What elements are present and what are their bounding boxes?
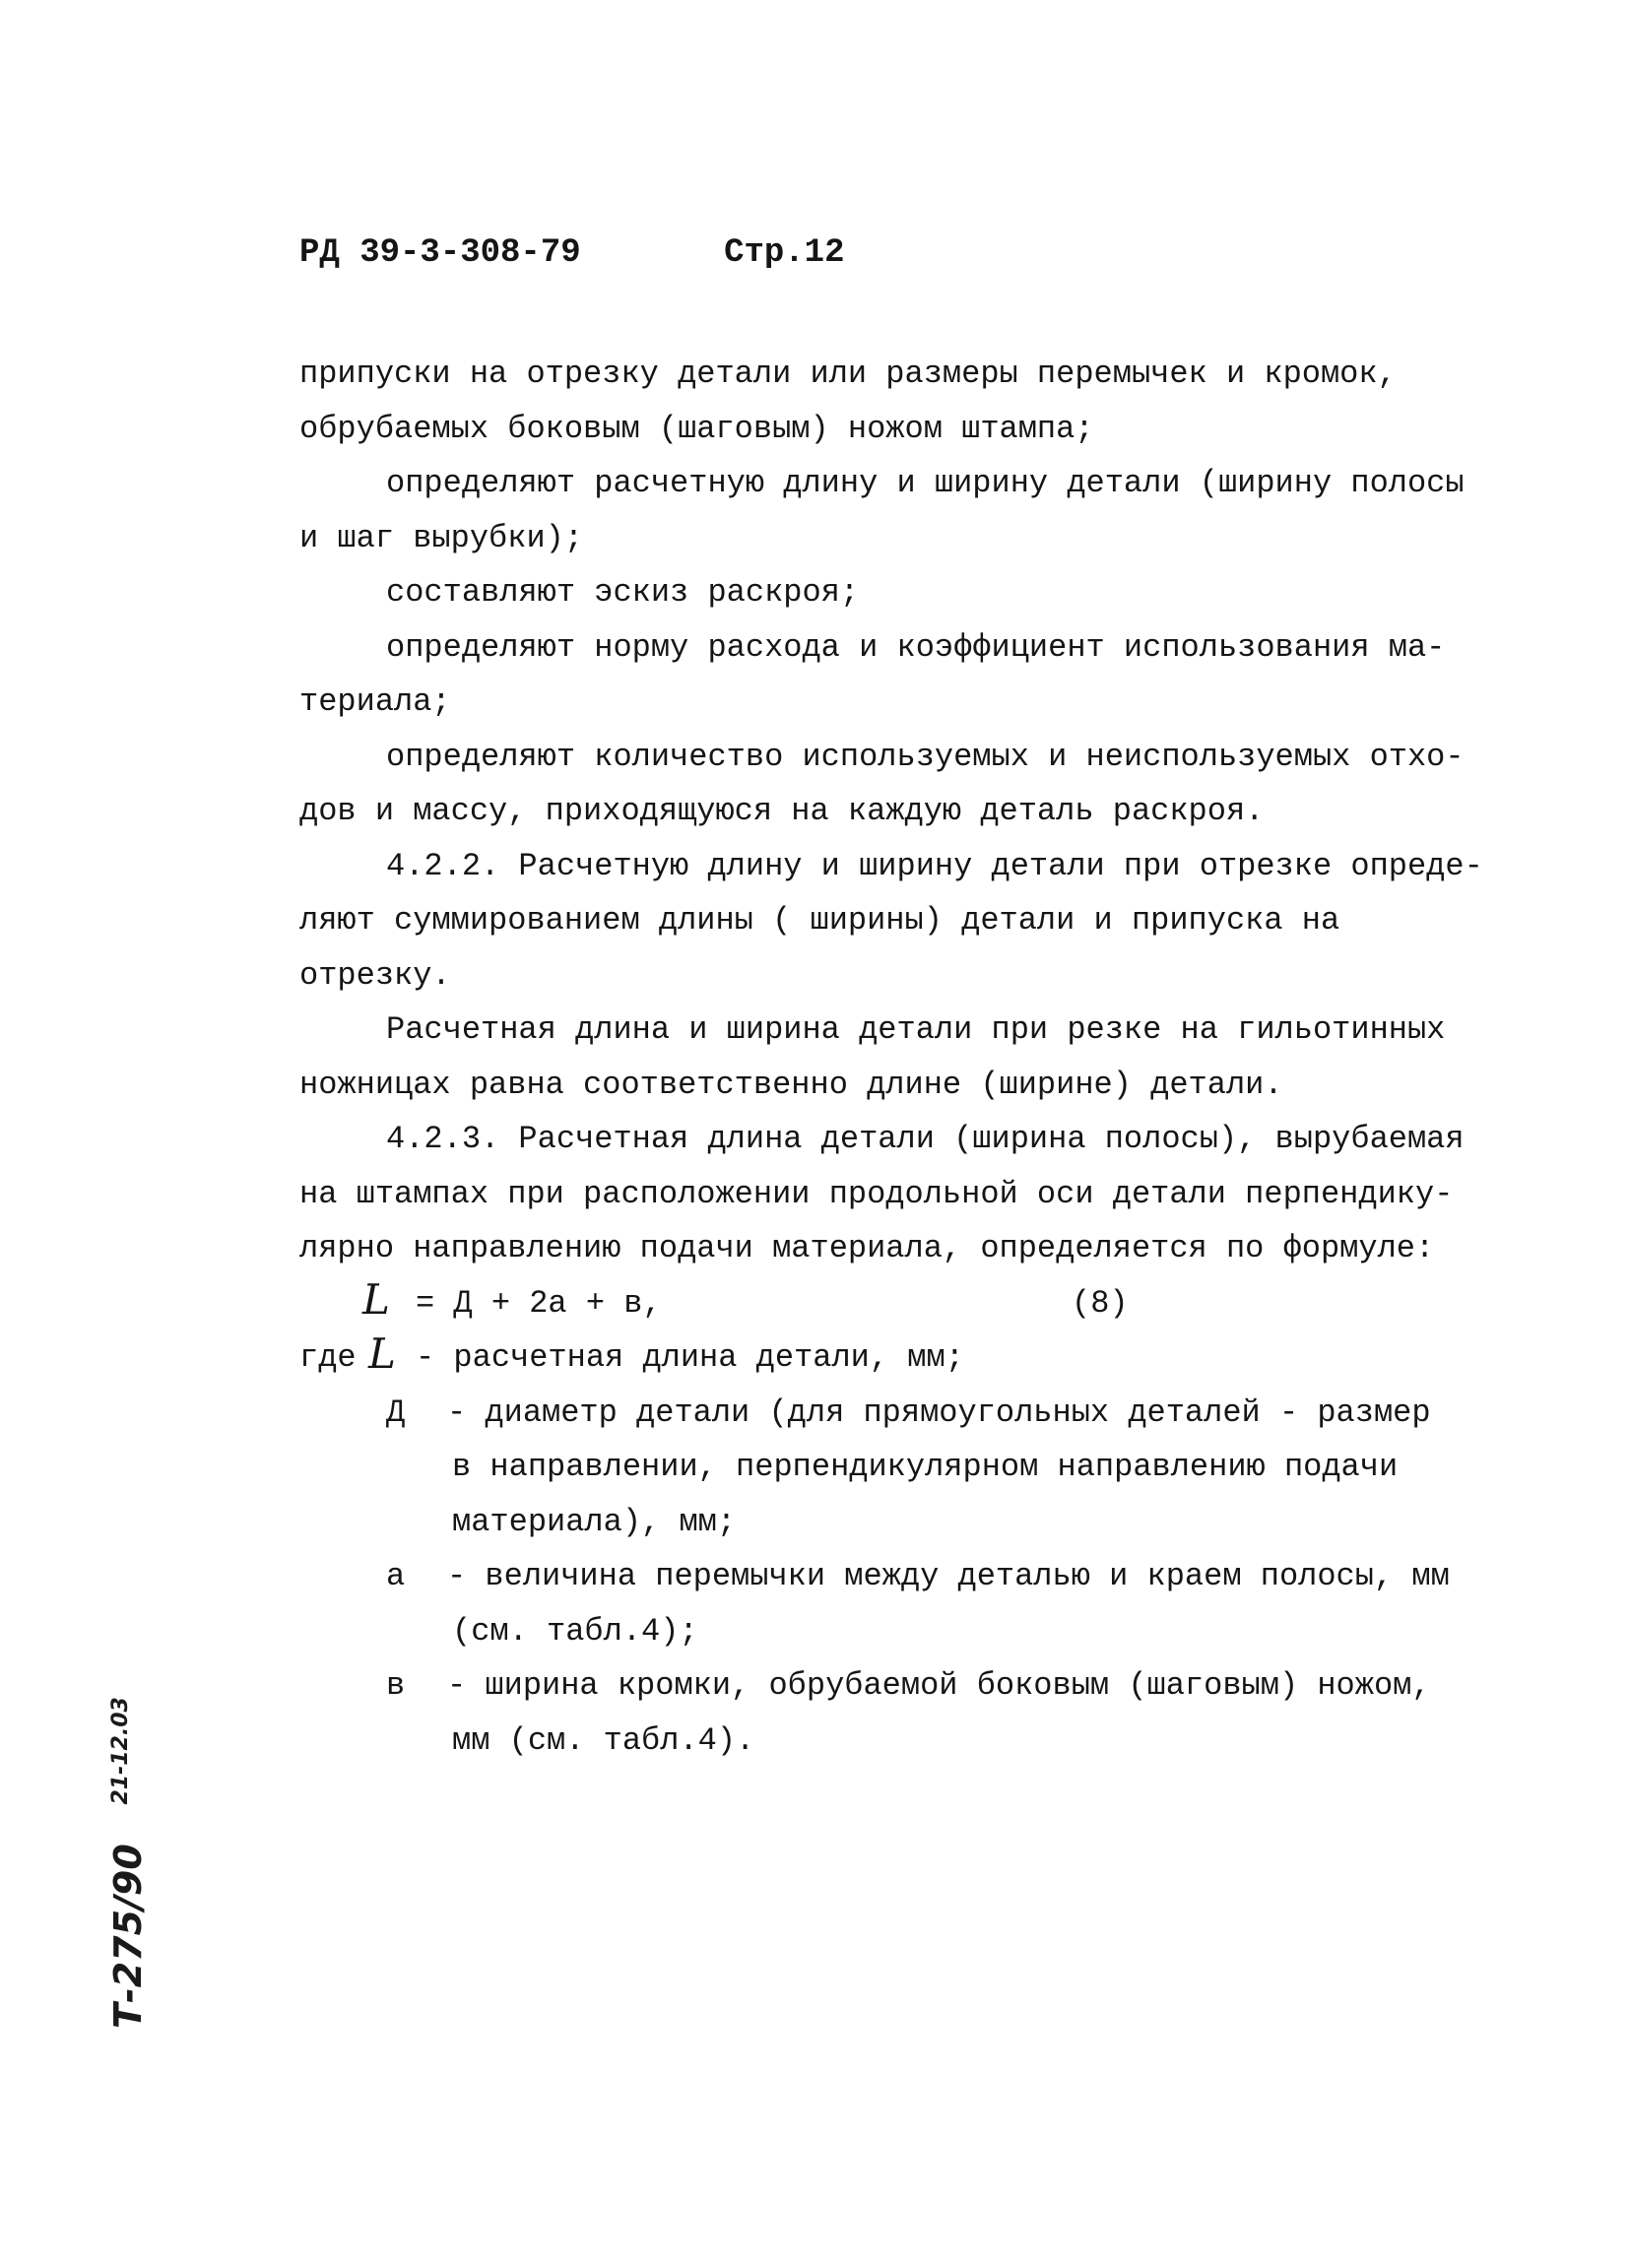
text-line: Расчетная длина и ширина детали при резке на гильотинных: [386, 1011, 1446, 1048]
stamp-date: 21-12.03: [108, 1697, 133, 1805]
definition-continuation: материала), мм;: [452, 1503, 737, 1540]
handwritten-inventory-stamp: [106, 1697, 150, 2029]
definition-symbol: Д: [386, 1393, 406, 1431]
page-header: [299, 234, 844, 272]
definition-d: [299, 1386, 1431, 1441]
definition-a: [299, 1549, 1450, 1604]
text-line: припуски на отрезку детали или размеры перемычек и кромок,: [299, 356, 1397, 392]
section-4-2-3: 4.2.3. Расчетная длина детали (ширина полосы), вырубаемая: [386, 1121, 1465, 1157]
definition-text: - расчетная длина детали, мм;: [416, 1339, 964, 1376]
definition-text: - диаметр детали (для прямоугольных деталей - размер: [447, 1393, 1431, 1431]
definition-l: [299, 1330, 1412, 1386]
definition-text: - величина перемычки между деталью и краем полосы, мм: [447, 1558, 1450, 1594]
document-code: РД 39-3-308-79: [299, 234, 581, 272]
definition-text: - ширина кромки, обрубаемой боковым (шаговым) ножом,: [447, 1667, 1431, 1704]
section-4-2-2: 4.2.2. Расчетную длину и ширину детали при отрезке опреде-: [386, 847, 1483, 884]
definition-symbol: в: [386, 1667, 406, 1704]
stamp-number: Т-275/90: [106, 1844, 150, 2029]
document-body: [299, 347, 1483, 1768]
definition-continuation: (см. табл.4);: [452, 1612, 698, 1650]
text-line: обрубаемых боковым (шаговым) ножом штампа;: [299, 410, 1094, 447]
formula-8: [299, 1276, 1412, 1331]
text-line: дов и массу, приходящуюся на каждую деталь раскроя.: [299, 793, 1265, 829]
text-line: териала;: [299, 683, 451, 720]
page-number: Стр.12: [724, 234, 845, 272]
text-line: определяют расчетную длину и ширину детали (ширину полосы: [386, 465, 1465, 501]
formula-variable: L: [362, 1274, 390, 1324]
text-line: ножницах равна соответственно длине (ширине) детали.: [299, 1066, 1283, 1103]
text-line: лярно направлению подачи материала, определяется по формуле:: [299, 1230, 1435, 1266]
text-line: на штампах при расположении продольной оси детали перпендику-: [299, 1175, 1454, 1212]
text-line: составляют эскиз раскроя;: [386, 574, 860, 611]
formula-expression: = Д + 2а + в,: [416, 1284, 662, 1322]
definition-variable: L: [368, 1329, 396, 1378]
text-line: ляют суммированием длины ( ширины) детали и припуска на: [299, 902, 1340, 939]
formula-number: (8): [1072, 1284, 1129, 1322]
where-word: где: [299, 1339, 357, 1376]
definition-symbol: а: [386, 1558, 406, 1594]
text-line: и шаг вырубки);: [299, 519, 584, 556]
definition-continuation: мм (см. табл.4).: [452, 1721, 755, 1759]
text-line: определяют норму расхода и коэффициент использования ма-: [386, 628, 1446, 666]
definition-v: [299, 1658, 1431, 1714]
text-line: определяют количество используемых и неиспользуемых отхо-: [386, 738, 1465, 775]
definition-continuation: в направлении, перпендикулярном направлению подачи: [452, 1449, 1399, 1485]
text-line: отрезку.: [299, 956, 451, 994]
